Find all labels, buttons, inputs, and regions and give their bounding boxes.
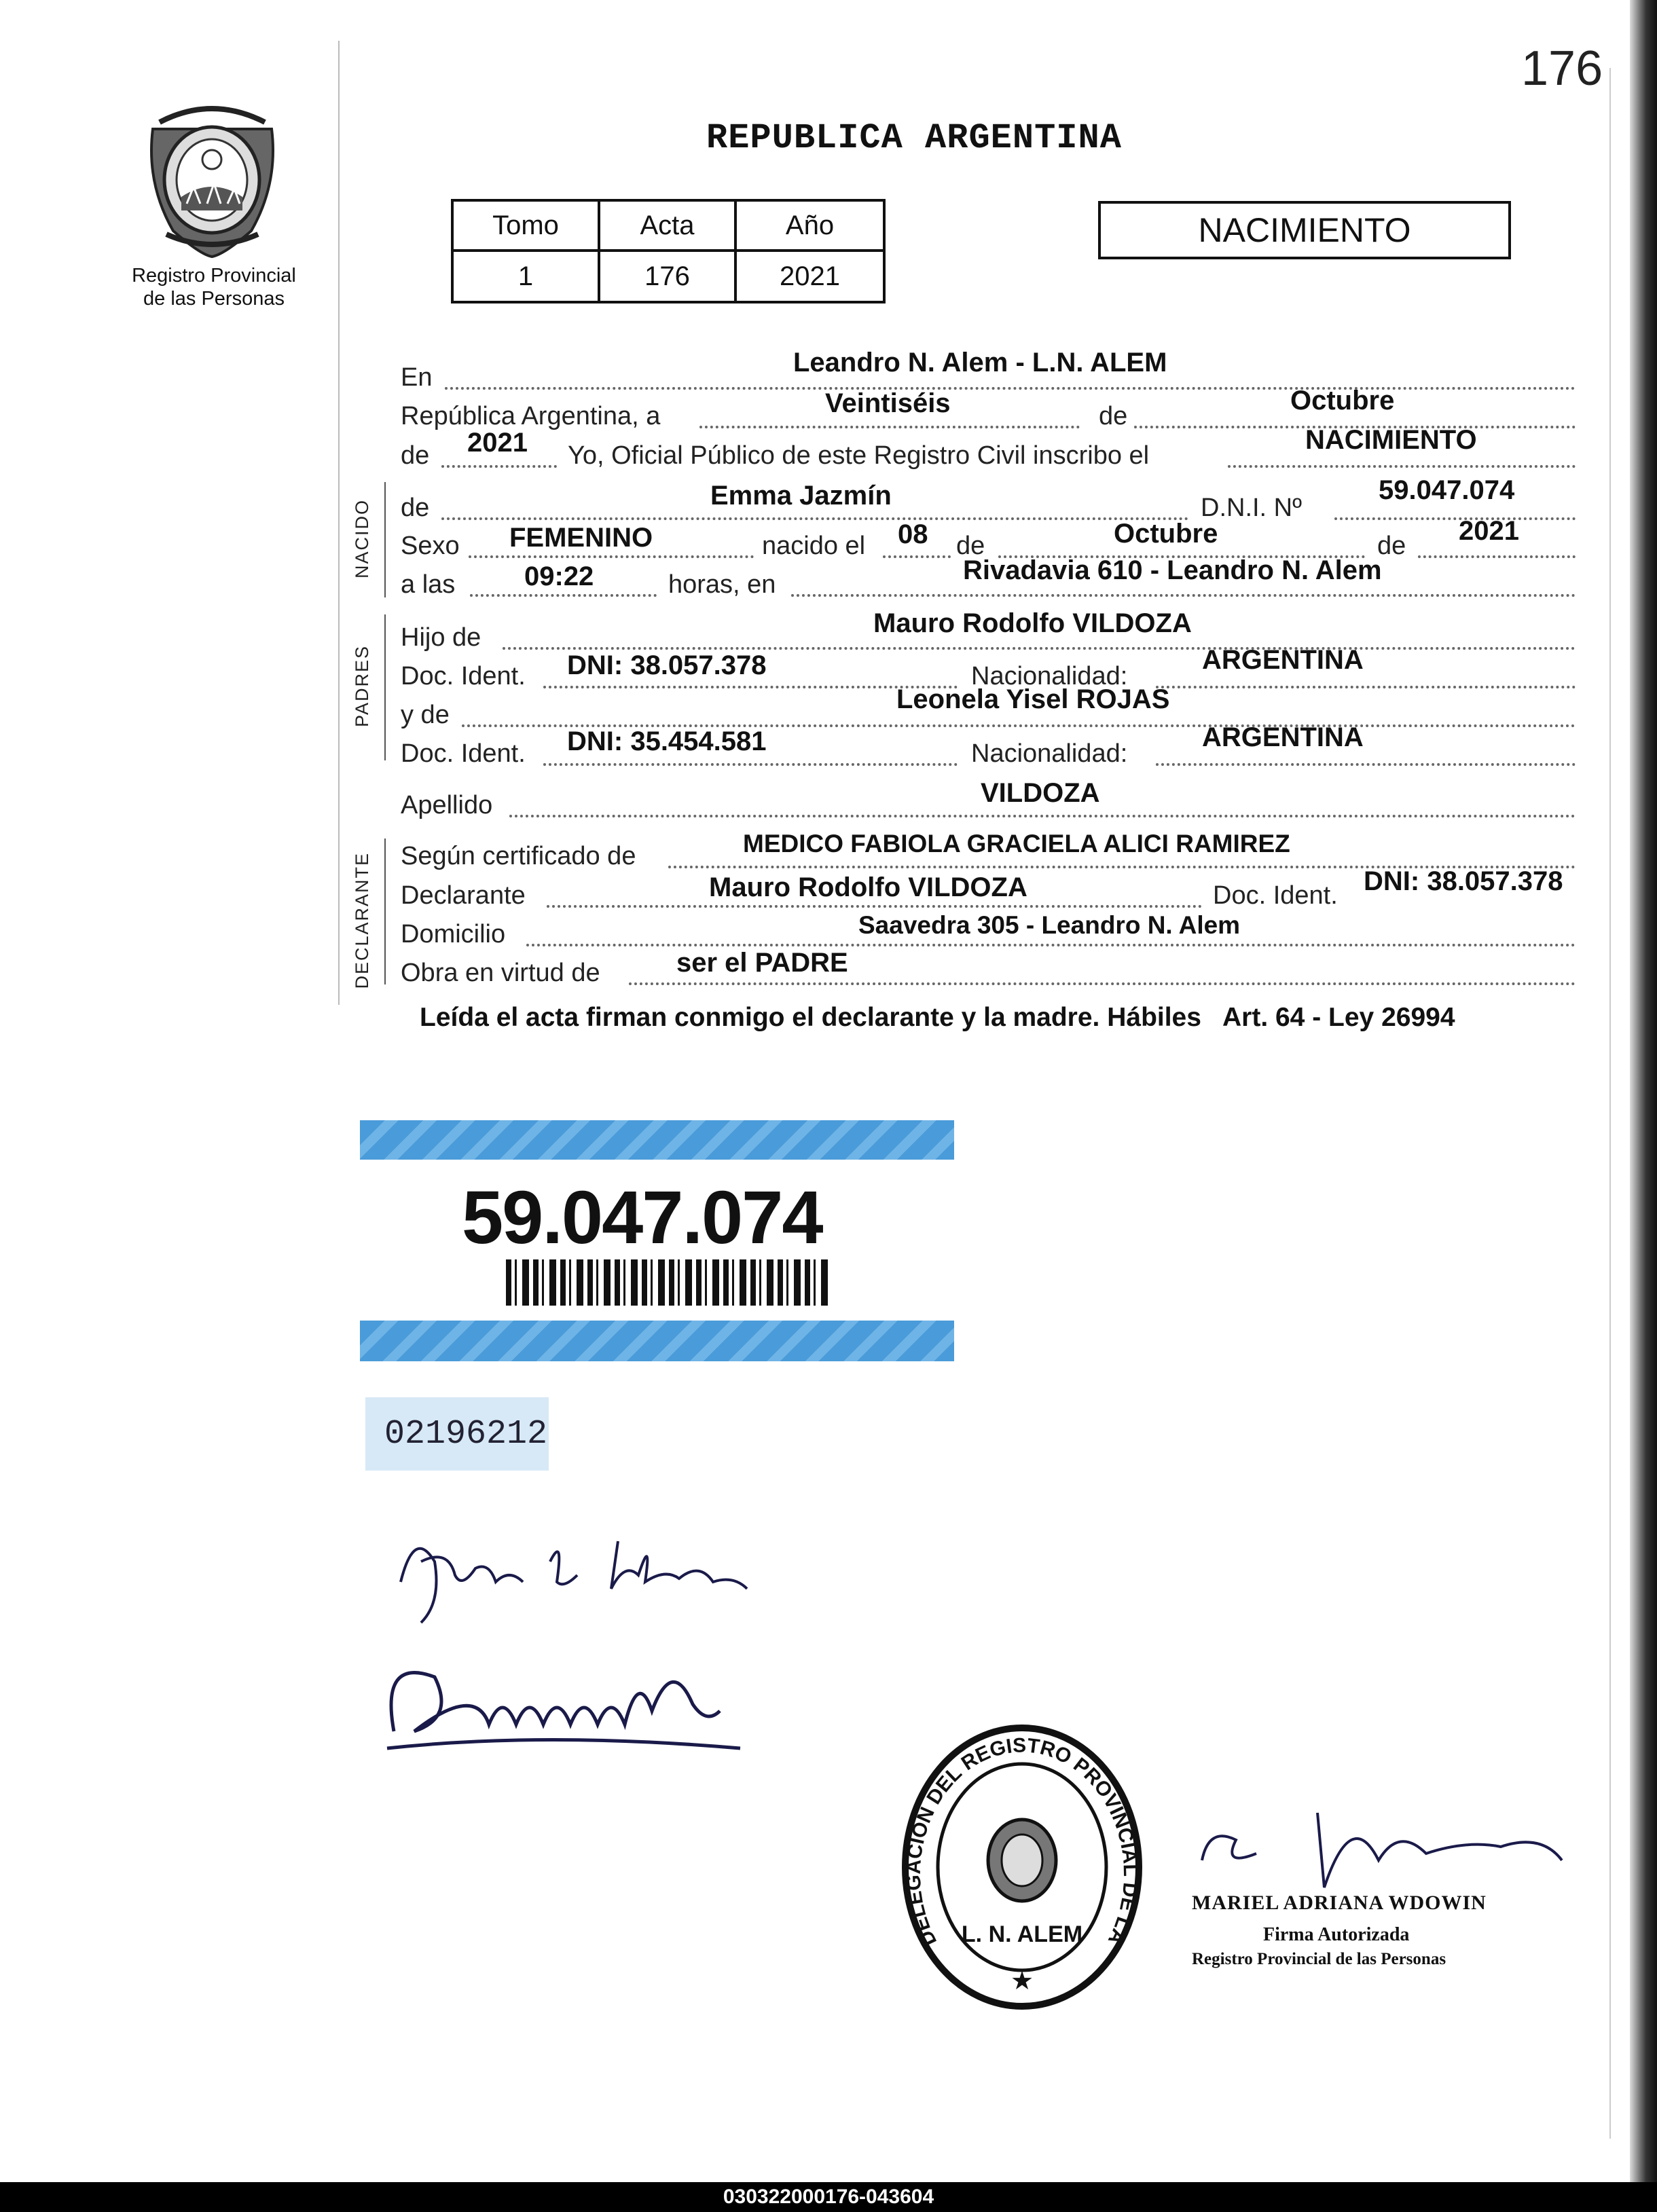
value-madre-nac: ARGENTINA [1202, 722, 1364, 752]
label-hijo-de: Hijo de [401, 623, 481, 652]
province-emblem [132, 102, 292, 258]
sticker-top-band [360, 1120, 954, 1160]
seal-center-text: L. N. ALEM [961, 1921, 1083, 1947]
left-margin-line [338, 41, 340, 1005]
label-sexo: Sexo [401, 532, 460, 560]
label-doc-ident-padre: Doc. Ident. [401, 662, 526, 690]
page-number: 176 [1521, 41, 1603, 96]
label-yo: Yo, Oficial Público de este Registro Civil inscribo el [568, 441, 1150, 470]
sticker-number: 59.047.074 [462, 1176, 822, 1259]
value-nac-mes: Octubre [1114, 519, 1218, 549]
authorized-registry: Registro Provincial de las Personas [1192, 1950, 1446, 1968]
dots-dni [1334, 517, 1576, 520]
label-nacido-el: nacido el [762, 532, 866, 560]
value-madre: Leonela Yisel ROJAS [896, 684, 1170, 714]
dots-nac-dia [883, 555, 951, 558]
declarante-divider [384, 838, 386, 984]
value-apellido: VILDOZA [981, 778, 1100, 808]
doc-type-label: NACIMIENTO [1198, 211, 1411, 249]
dots-dia [699, 426, 1080, 428]
value-declarante-doc: DNI: 38.057.378 [1364, 866, 1563, 896]
dots-declarante [547, 905, 1202, 908]
label-dni: D.N.I. Nº [1201, 494, 1302, 522]
value-en: Leandro N. Alem - L.N. ALEM [793, 348, 1167, 377]
side-label-declarante: DECLARANTE [352, 852, 372, 989]
official-seal [896, 1718, 1148, 2016]
dots-nac-anio [1418, 555, 1576, 558]
madre-signature [374, 1629, 754, 1769]
dots-madre-nac [1156, 763, 1576, 766]
dots-apellido [509, 815, 1576, 817]
value-sexo: FEMENINO [509, 523, 653, 553]
footer-code: 030322000176-043604 [723, 2186, 934, 2208]
right-edge-shadow [1630, 0, 1657, 2183]
acta-table [451, 199, 886, 303]
dots-padre-nac [1156, 686, 1576, 688]
value-hora: 09:22 [524, 561, 594, 591]
label-obra: Obra en virtud de [401, 959, 600, 987]
label-declarante: Declarante [401, 881, 526, 910]
dots-padre-doc [543, 686, 958, 688]
label-de-anio: de [401, 441, 430, 470]
value-lugar: Rivadavia 610 - Leandro N. Alem [963, 555, 1382, 585]
registry-name-line2: de las Personas [143, 288, 285, 310]
side-label-nacido: NACIDO [352, 499, 372, 579]
label-nacionalidad-padre: Nacionalidad: [971, 662, 1128, 690]
value-obra: ser el PADRE [676, 948, 848, 978]
label-apellido: Apellido [401, 791, 493, 819]
label-de-mes: de [1099, 402, 1128, 430]
value-anio: 2021 [467, 428, 528, 458]
value-nac-anio: 2021 [1459, 516, 1519, 546]
value-domicilio: Saavedra 305 - Leandro N. Alem [858, 911, 1241, 939]
label-en: En [401, 363, 433, 392]
dots-lugar [791, 594, 1576, 597]
value-padre-nac: ARGENTINA [1202, 645, 1364, 675]
dni-sticker [360, 1120, 954, 1365]
label-a-las: a las [401, 570, 456, 599]
dots-anio [441, 465, 557, 468]
acta-table-value-row [452, 251, 884, 302]
header-acta: Acta [599, 200, 735, 251]
registry-name-line1: Registro Provincial [132, 265, 296, 287]
dots-inscribo [1228, 465, 1576, 468]
label-segun: Según certificado de [401, 842, 636, 870]
label-de-nac-mes: de [956, 532, 985, 560]
header-anio: Año [735, 200, 884, 251]
label-domicilio: Domicilio [401, 920, 506, 948]
value-certificado: MEDICO FABIOLA GRACIELA ALICI RAMIREZ [743, 830, 1290, 858]
control-sticker-number: 02196212 [384, 1415, 548, 1454]
dots-padre [503, 647, 1576, 650]
closing-text: Leída el acta firman conmigo el declarante y la madre. Hábiles Art. 64 - Ley 26994 [420, 1003, 1455, 1032]
dots-sexo [469, 555, 754, 558]
nacido-divider [384, 482, 386, 597]
value-madre-doc: DNI: 35.454.581 [567, 726, 767, 756]
label-de-nombre: de [401, 494, 430, 522]
dots-domicilio [526, 944, 1576, 946]
value-tomo: 1 [452, 251, 599, 302]
acta-table-header-row [452, 200, 884, 251]
value-padre: Mauro Rodolfo VILDOZA [873, 608, 1192, 638]
dots-hora [470, 594, 657, 597]
label-y-de: y de [401, 701, 450, 729]
side-label-padres: PADRES [352, 645, 372, 728]
label-de-nac-anio: de [1377, 532, 1406, 560]
sticker-bottom-band [360, 1321, 954, 1361]
value-acta: 176 [599, 251, 735, 302]
seal-ring-text: DELEGACION DEL REGISTRO PROVINCIAL DE LA [902, 1734, 1142, 1950]
authorized-name: MARIEL ADRIANA WDOWIN [1192, 1892, 1487, 1914]
value-anio: 2021 [735, 251, 884, 302]
header-tomo: Tomo [452, 200, 599, 251]
label-doc-ident-madre: Doc. Ident. [401, 739, 526, 768]
label-doc-ident-declarante: Doc. Ident. [1213, 881, 1338, 910]
value-dia: Veintiséis [825, 388, 951, 418]
footer-bar [0, 2182, 1657, 2212]
value-dni: 59.047.074 [1379, 475, 1515, 505]
padres-divider [384, 614, 386, 760]
label-republica: República Argentina, a [401, 402, 661, 430]
value-declarante: Mauro Rodolfo VILDOZA [709, 872, 1027, 902]
authorized-title: Firma Autorizada [1263, 1924, 1410, 1945]
seal-star-icon: ★ [1010, 1967, 1034, 1995]
label-nacionalidad-madre: Nacionalidad: [971, 739, 1128, 768]
control-sticker [365, 1397, 549, 1471]
right-inner-line [1609, 68, 1611, 2139]
declarante-signature [394, 1521, 774, 1633]
dots-obra [629, 982, 1576, 985]
value-nombre: Emma Jazmín [710, 481, 892, 511]
document-title: REPUBLICA ARGENTINA [706, 118, 1122, 158]
dots-madre-doc [543, 763, 958, 766]
value-nac-dia: 08 [898, 519, 928, 549]
doc-type-box [1098, 201, 1511, 259]
value-padre-doc: DNI: 38.057.378 [567, 650, 767, 680]
sticker-barcode [506, 1259, 832, 1306]
dots-en [445, 387, 1576, 390]
value-inscribo: NACIMIENTO [1305, 425, 1477, 455]
label-horas-en: horas, en [668, 570, 776, 599]
dots-nombre [441, 517, 1188, 520]
value-mes: Octubre [1290, 386, 1395, 416]
